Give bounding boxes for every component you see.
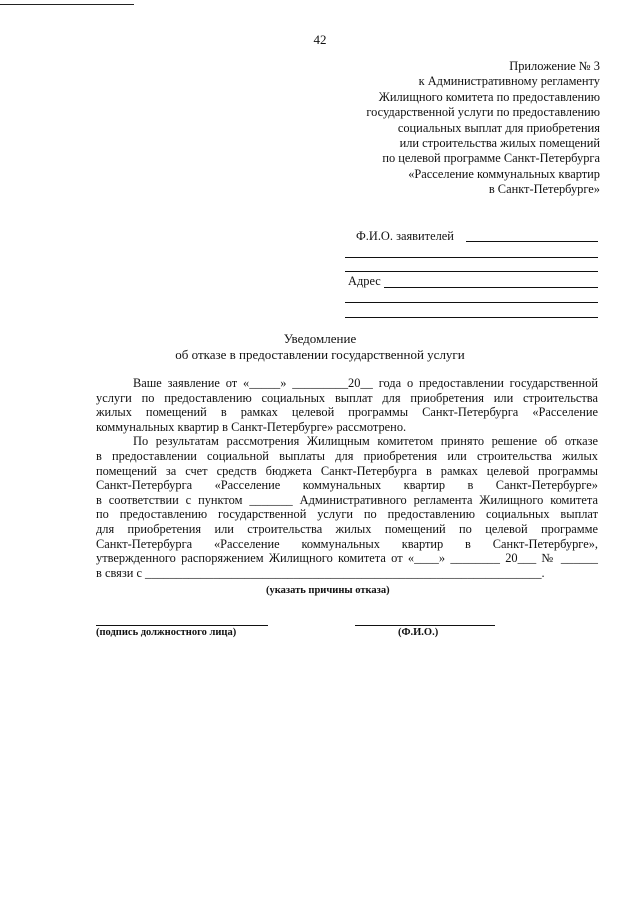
paragraph-line: в предоставлении социальной выплаты для приобретения или строительства жилых (96, 448, 598, 463)
top-corner-rule (0, 4, 134, 5)
paragraph-line: коммунальных квартир в Санкт-Петербурге» рассмотрено. (96, 419, 407, 434)
address-field-line-2[interactable] (345, 302, 598, 303)
paragraph-line: услуги по предоставлению социальных выплат для приобретения или строительства (96, 390, 598, 405)
paragraph-line: Ваше заявление от «_____» _________20__ года о предоставлении государственной (133, 376, 598, 390)
paragraph-line: для приобретения или строительства жилых помещений по целевой программе (96, 521, 598, 536)
paragraph-refusal-decision (96, 434, 598, 580)
paragraph-line: Санкт-Петербурга «Расселение коммунальных квартир в Санкт-Петербурге» (96, 478, 598, 493)
paragraph-line: утвержденного распоряжением Жилищного комитета от «____» ________ 20___ № ______ (96, 551, 598, 566)
notice-title-block (0, 331, 640, 363)
appendix-line: или строительства жилых помещений (399, 136, 600, 151)
notice-body (96, 376, 598, 580)
signature-line[interactable] (96, 625, 268, 626)
fio-field-line[interactable] (466, 241, 598, 242)
fio-signature-line[interactable] (355, 625, 495, 626)
fio-caption: (Ф.И.О.) (398, 627, 439, 638)
appendix-line: Приложение № 3 (509, 59, 600, 73)
appendix-line: по целевой программе Санкт-Петербурга (382, 151, 600, 166)
paragraph-line: по предоставлению государственной услуги по предоставлению социальных выплат (96, 507, 598, 522)
address-field-line[interactable] (384, 287, 598, 288)
fio-field-line-3[interactable] (345, 271, 598, 272)
paragraph-application-reviewed (96, 376, 598, 434)
fio-field-line-2[interactable] (345, 257, 598, 258)
page-number: 42 (313, 32, 327, 47)
appendix-line: Жилищного комитета по предоставлению (378, 89, 600, 104)
appendix-line: социальных выплат для приобретения (397, 120, 600, 135)
paragraph-line: жилых помещений в рамках целевой программы Санкт-Петербурга «Расселение (96, 405, 598, 420)
appendix-line: в Санкт-Петербурге» (488, 182, 600, 197)
paragraph-line: Санкт-Петербурга «Расселение коммунальных квартир в Санкт-Петербурге», (96, 536, 598, 551)
signature-caption: (подпись должностного лица) (96, 627, 237, 638)
notice-subtitle: об отказе в предоставлении государственной услуги (175, 347, 465, 362)
paragraph-line: По результатам рассмотрения Жилищным комитетом принято решение об отказе (133, 434, 598, 449)
notice-title: Уведомление (283, 331, 357, 346)
appendix-line: государственной услуги по предоставлению (366, 105, 600, 120)
appendix-header (300, 59, 600, 198)
appendix-line: «Расселение коммунальных квартир (408, 166, 600, 181)
fio-label: Ф.И.О. заявителей (356, 229, 454, 243)
paragraph-line: помещений за счет средств бюджета Санкт-Петербурга в рамках целевой программы (96, 463, 598, 478)
paragraph-line: в связи с ________________________________________________________________. (96, 565, 545, 580)
appendix-line: к Административному регламенту (418, 74, 600, 89)
paragraph-line: в соответствии с пунктом _______ Административного регламента Жилищного комитета (96, 492, 598, 507)
reason-caption: (указать причины отказа) (266, 585, 390, 596)
address-label: Адрес (348, 274, 381, 288)
address-field-line-3[interactable] (345, 317, 598, 318)
